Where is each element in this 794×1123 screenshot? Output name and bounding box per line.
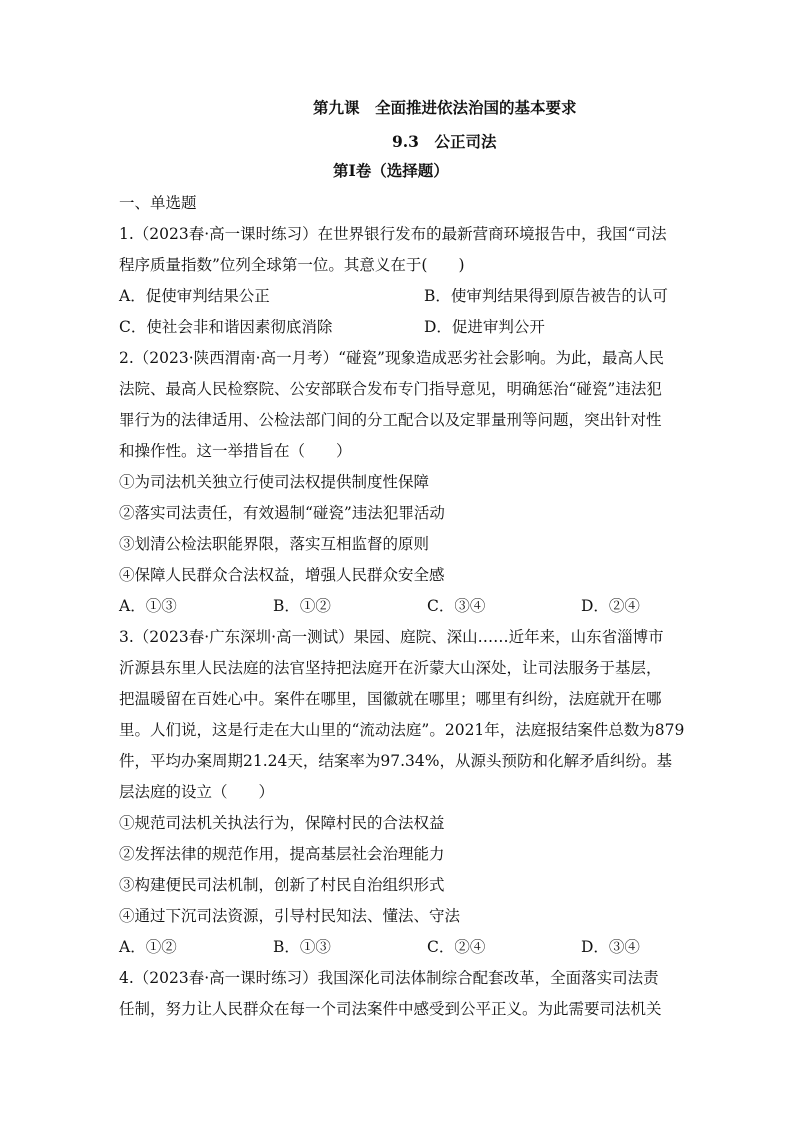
question-list	[119, 188, 685, 1025]
question-text: 罪行为的法律适用、公检法部门间的分工配合以及定罪量刑等问题，突出针对性	[119, 411, 662, 429]
question-text: 法院、最高人民检察院、公安部联合发布专门指导意见，明确惩治“碰瓷”违法犯	[119, 380, 662, 398]
option-row	[119, 591, 679, 622]
option-a: A．促使审判结果公正	[119, 287, 270, 305]
option-c: C．③④	[427, 597, 486, 615]
section-title: 9.3 公正司法	[392, 132, 497, 151]
option-row	[119, 312, 679, 343]
question-1	[119, 219, 679, 343]
part-heading: 一、单选题	[119, 194, 197, 212]
lesson-title: 第九课 全面推进依法治国的基本要求	[313, 98, 577, 117]
option-d: D．促进审判公开	[424, 318, 545, 336]
statement-item: ①规范司法机关执法行为，保障村民的合法权益	[119, 814, 445, 832]
question-text: 任制，努力让人民群众在每一个司法案件中感受到公平正义。为此需要司法机关	[119, 1000, 662, 1018]
question-text: 沂源县东里人民法庭的法官坚持把法庭开在沂蒙大山深处，让司法服务于基层，	[119, 659, 662, 677]
question-text: 3.（2023春·广东深圳·高一测试）果园、庭院、深山……近年来，山东省淄博市	[119, 628, 664, 646]
statement-item: ②落实司法责任，有效遏制“碰瓷”违法犯罪活动	[119, 504, 445, 522]
statement-item: ③划清公检法职能界限，落实互相监督的原则	[119, 535, 430, 553]
statement-item: ④保障人民群众合法权益，增强人民群众安全感	[119, 566, 445, 584]
option-b: B．①②	[273, 597, 331, 615]
option-row	[119, 281, 679, 312]
question-text: 件，平均办案周期21.24天，结案率为97.34%，从源头预防和化解矛盾纠纷。基	[119, 752, 672, 770]
question-2	[119, 343, 679, 622]
question-text: 和操作性。这一举措旨在（ ）	[119, 442, 352, 460]
question-text: 2.（2023·陕西渭南·高一月考）“碰瓷”现象造成恶劣社会影响。为此，最高人民	[119, 349, 664, 367]
statement-item: ③构建便民司法机制，创新了村民自治组织形式	[119, 876, 445, 894]
volume-title: 第Ⅰ卷（选择题）	[333, 161, 449, 180]
question-text: 把温暖留在百姓心中。案件在哪里，国徽就在哪里；哪里有纠纷，法庭就开在哪	[119, 690, 662, 708]
option-c: C．②④	[427, 938, 486, 956]
question-text: 程序质量指数”位列全球第一位。其意义在于( )	[119, 256, 465, 274]
option-a: A．①②	[119, 938, 177, 956]
option-b: B．使审判结果得到原告被告的认可	[424, 287, 668, 305]
option-c: C．使社会非和谐因素彻底消除	[119, 318, 333, 336]
question-text: 层法庭的设立（ ）	[119, 783, 275, 801]
question-text: 1.（2023春·高一课时练习）在世界银行发布的最新营商环境报告中，我国“司法	[119, 225, 667, 243]
statement-item: ①为司法机关独立行使司法权提供制度性保障	[119, 473, 430, 491]
option-d: D．②④	[581, 597, 640, 615]
statement-item: ④通过下沉司法资源，引导村民知法、懂法、守法	[119, 907, 461, 925]
option-row	[119, 932, 679, 963]
option-b: B．①③	[273, 938, 331, 956]
question-3	[119, 622, 685, 963]
statement-item: ②发挥法律的规范作用，提高基层社会治理能力	[119, 845, 445, 863]
question-text: 里。人们说，这是行走在大山里的“流动法庭”。2021年，法庭报结案件总数为879	[119, 721, 685, 739]
option-a: A．①③	[119, 597, 177, 615]
question-text: 4.（2023春·高一课时练习）我国深化司法体制综合配套改革，全面落实司法责	[119, 969, 659, 987]
question-4	[119, 963, 679, 1025]
option-d: D．③④	[581, 938, 640, 956]
